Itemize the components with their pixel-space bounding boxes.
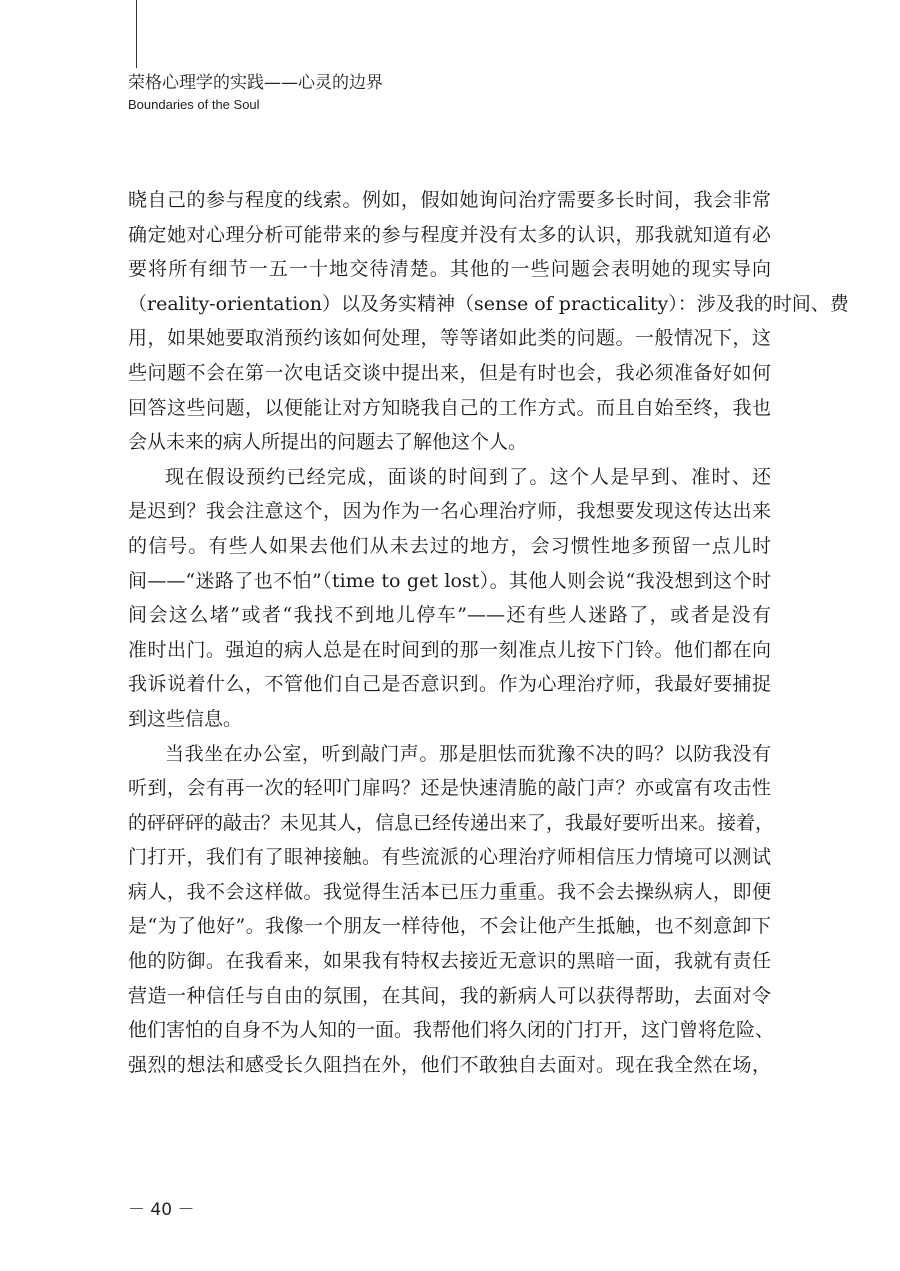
text-line: 晓自己的参与程度的线索。例如，假如她询问治疗需要多长时间，我会非常	[128, 189, 771, 211]
text-line: 会从未来的病人所提出的问题去了解他这个人。	[128, 431, 528, 454]
text-line: 间会这么堵”或者“我找不到地儿停车”——还有些人迷路了，或者是没有	[128, 604, 771, 627]
text-line: 要将所有细节一五一十地交待清楚。其他的一些问题会表明她的现实导向	[128, 258, 771, 281]
text-line: 些问题不会在第一次电话交谈中提出来，但是有时也会，我必须准备好如何	[128, 361, 771, 384]
text-line: （reality-orientation）以及务实精神（sense of practicality）：涉及我的时间、费	[128, 292, 849, 315]
text-line: 是迟到？我会注意这个，因为作为一名心理治疗师，我想要发现这传达出来	[128, 500, 771, 523]
text-line: 强烈的想法和感受长久阻挡在外，他们不敢独自去面对。现在我全然在场，	[128, 1053, 771, 1076]
text-line: 确定她对心理分析可能带来的参与程度并没有太多的认识，那我就知道有必	[128, 223, 771, 246]
book-title-english: Boundaries of the Soul	[128, 97, 260, 112]
text-line: 回答这些问题，以便能让对方知晓我自己的工作方式。而且自始至终，我也	[128, 396, 771, 419]
header-rule	[136, 0, 137, 68]
paragraph-first-line: 当我坐在办公室，听到敲门声。那是胆怯而犹豫不决的吗？以防我没有	[165, 742, 771, 765]
text-line: 准时出门。强迫的病人总是在时间到的那一刻准点儿按下门铃。他们都在向	[128, 638, 771, 661]
text-line: 间——“迷路了也不怕”（time to get lost）。其他人则会说“我没想到这个时	[128, 569, 771, 592]
text-line: 病人，我不会这样做。我觉得生活本已压力重重。我不会去操纵病人，即便	[128, 880, 771, 903]
text-line: 到这些信息。	[128, 707, 243, 730]
body-text	[128, 183, 849, 1082]
text-line: 用，如果她要取消预约该如何处理，等等诸如此类的问题。一般情况下，这	[128, 327, 771, 350]
page-number: － 40 －	[128, 1200, 195, 1220]
text-line: 他们害怕的自身不为人知的一面。我帮他们将久闭的门打开，这门曾将危险、	[128, 1019, 775, 1042]
paragraph-first-line: 现在假设预约已经完成，面谈的时间到了。这个人是早到、准时、还	[165, 465, 771, 488]
text-line: 他的防御。在我看来，如果我有特权去接近无意识的黑暗一面，我就有责任	[128, 950, 771, 973]
text-line: 是“为了他好”。我像一个朋友一样待他，不会让他产生抵触，也不刻意卸下	[128, 915, 771, 938]
text-line: 门打开，我们有了眼神接触。有些流派的心理治疗师相信压力情境可以测试	[128, 846, 771, 869]
book-title-chinese: 荣格心理学的实践——心灵的边界	[128, 73, 383, 93]
text-line: 的砰砰砰的敲击？未见其人，信息已经传递出来了，我最好要听出来。接着，	[128, 811, 775, 834]
text-line: 听到，会有再一次的轻叩门扉吗？还是快速清脆的敲门声？亦或富有攻击性	[128, 777, 771, 800]
running-header	[128, 72, 383, 113]
text-line: 的信号。有些人如果去他们从未去过的地方，会习惯性地多预留一点儿时	[128, 534, 771, 557]
text-line: 我诉说着什么，不管他们自己是否意识到。作为心理治疗师，我最好要捕捉	[128, 673, 771, 696]
text-line: 营造一种信任与自由的氛围，在其间，我的新病人可以获得帮助，去面对令	[128, 984, 771, 1007]
